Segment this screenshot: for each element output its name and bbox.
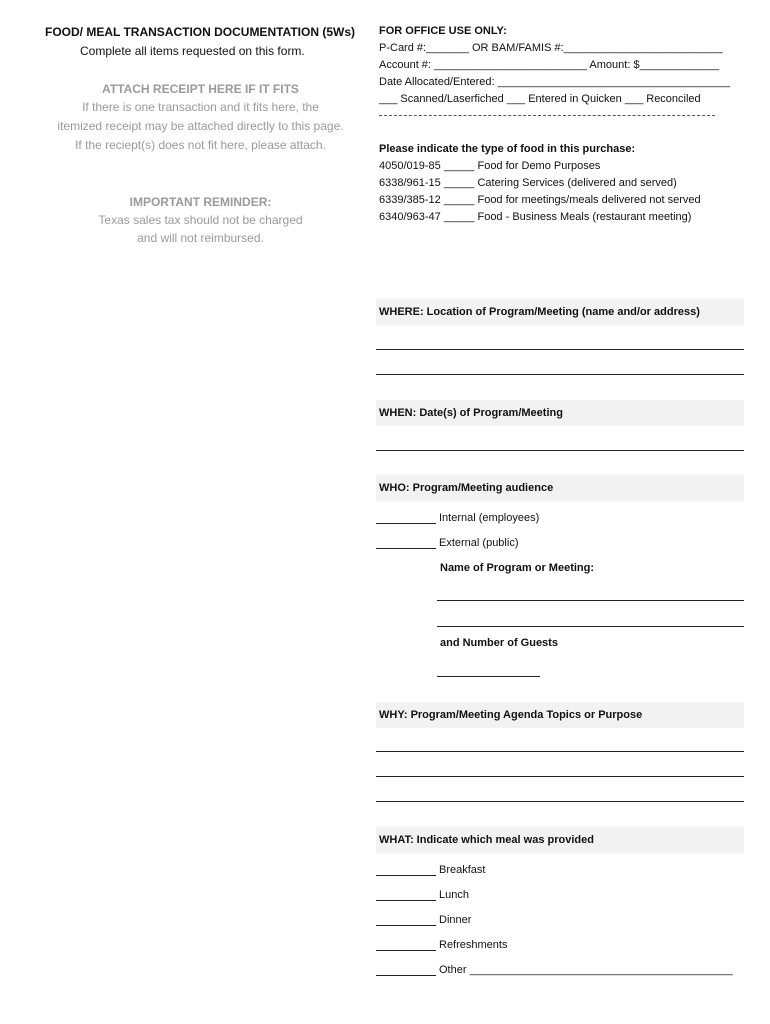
program-name-input-line[interactable]	[437, 626, 744, 627]
where-section-header	[376, 299, 744, 325]
where-input-line[interactable]	[376, 349, 744, 350]
who-label: WHO: Program/Meeting audience	[379, 482, 554, 494]
attach-line: itemized receipt may be attached directly to this page.	[57, 119, 344, 133]
meal-option-lunch[interactable]	[376, 888, 469, 901]
meal-blank[interactable]	[376, 938, 436, 951]
food-type-item: 4050/019-85 _____ Food for Demo Purposes	[379, 160, 601, 172]
program-name-input-line[interactable]	[437, 600, 744, 601]
guests-label: and Number of Guests	[440, 637, 558, 649]
meal-option-breakfast[interactable]	[376, 863, 485, 876]
when-section-header	[376, 400, 744, 426]
why-label: WHY: Program/Meeting Agenda Topics or Purpose	[379, 709, 643, 721]
when-label: WHEN: Date(s) of Program/Meeting	[379, 407, 563, 419]
when-input-line[interactable]	[376, 450, 744, 451]
reminder-line: and will not reimbursed.	[137, 231, 264, 245]
food-type-heading: Please indicate the type of food in this purchase:	[379, 143, 636, 155]
meal-blank[interactable]	[376, 963, 436, 976]
why-section-header	[376, 702, 744, 728]
meal-blank[interactable]	[376, 888, 436, 901]
guests-input-line[interactable]	[437, 676, 540, 677]
what-label: WHAT: Indicate which meal was provided	[379, 834, 594, 846]
meal-label: Breakfast	[439, 864, 486, 876]
meal-option-dinner[interactable]	[376, 913, 471, 926]
who-section-header	[376, 475, 744, 501]
meal-other-label: Other ___________________________________________	[439, 964, 733, 976]
office-line: ___ Scanned/Laserfiched ___ Entered in Quicken ___ Reconciled	[379, 93, 701, 105]
external-option[interactable]	[376, 536, 518, 549]
external-label: External (public)	[439, 537, 519, 549]
office-line: Date Allocated/Entered: ______________________________________	[379, 76, 731, 88]
where-input-line[interactable]	[376, 374, 744, 375]
food-type-item: 6339/385-12 _____ Food for meetings/meals delivered not served	[379, 194, 701, 206]
office-line: Account #: _________________________ Amount: $_____________	[379, 59, 720, 71]
form-subtitle: Complete all items requested on this form.	[80, 44, 305, 58]
meal-label: Dinner	[439, 914, 472, 926]
internal-label: Internal (employees)	[439, 512, 540, 524]
why-input-line[interactable]	[376, 751, 744, 752]
meal-label: Refreshments	[439, 939, 508, 951]
attach-line: If there is one transaction and it fits here, the	[82, 100, 319, 114]
meal-blank[interactable]	[376, 863, 436, 876]
meal-label: Lunch	[439, 889, 469, 901]
external-blank[interactable]	[376, 536, 436, 549]
internal-blank[interactable]	[376, 511, 436, 524]
what-section-header	[376, 827, 744, 853]
why-input-line[interactable]	[376, 776, 744, 777]
why-input-line[interactable]	[376, 801, 744, 802]
office-line: P-Card #:_______ OR BAM/FAMIS #:__________________________	[379, 42, 723, 54]
office-divider	[379, 115, 715, 116]
office-heading: FOR OFFICE USE ONLY:	[379, 25, 507, 37]
program-name-label: Name of Program or Meeting:	[440, 562, 595, 574]
form-title: FOOD/ MEAL TRANSACTION DOCUMENTATION (5Ws)	[45, 25, 355, 39]
meal-option-other[interactable]	[376, 963, 733, 976]
where-label: WHERE: Location of Program/Meeting (name and/or address)	[379, 306, 700, 318]
internal-option[interactable]	[376, 511, 539, 524]
reminder-line: Texas sales tax should not be charged	[98, 213, 303, 227]
attach-heading: ATTACH RECEIPT HERE IF IT FITS	[102, 82, 299, 96]
reminder-heading: IMPORTANT REMINDER:	[129, 195, 272, 209]
meal-option-refreshments[interactable]	[376, 938, 507, 951]
attach-line: If the reciept(s) does not fit here, please attach.	[75, 138, 326, 152]
food-type-item: 6340/963-47 _____ Food - Business Meals (restaurant meeting)	[379, 211, 692, 223]
meal-blank[interactable]	[376, 913, 436, 926]
food-type-item: 6338/961-15 _____ Catering Services (delivered and served)	[379, 177, 677, 189]
